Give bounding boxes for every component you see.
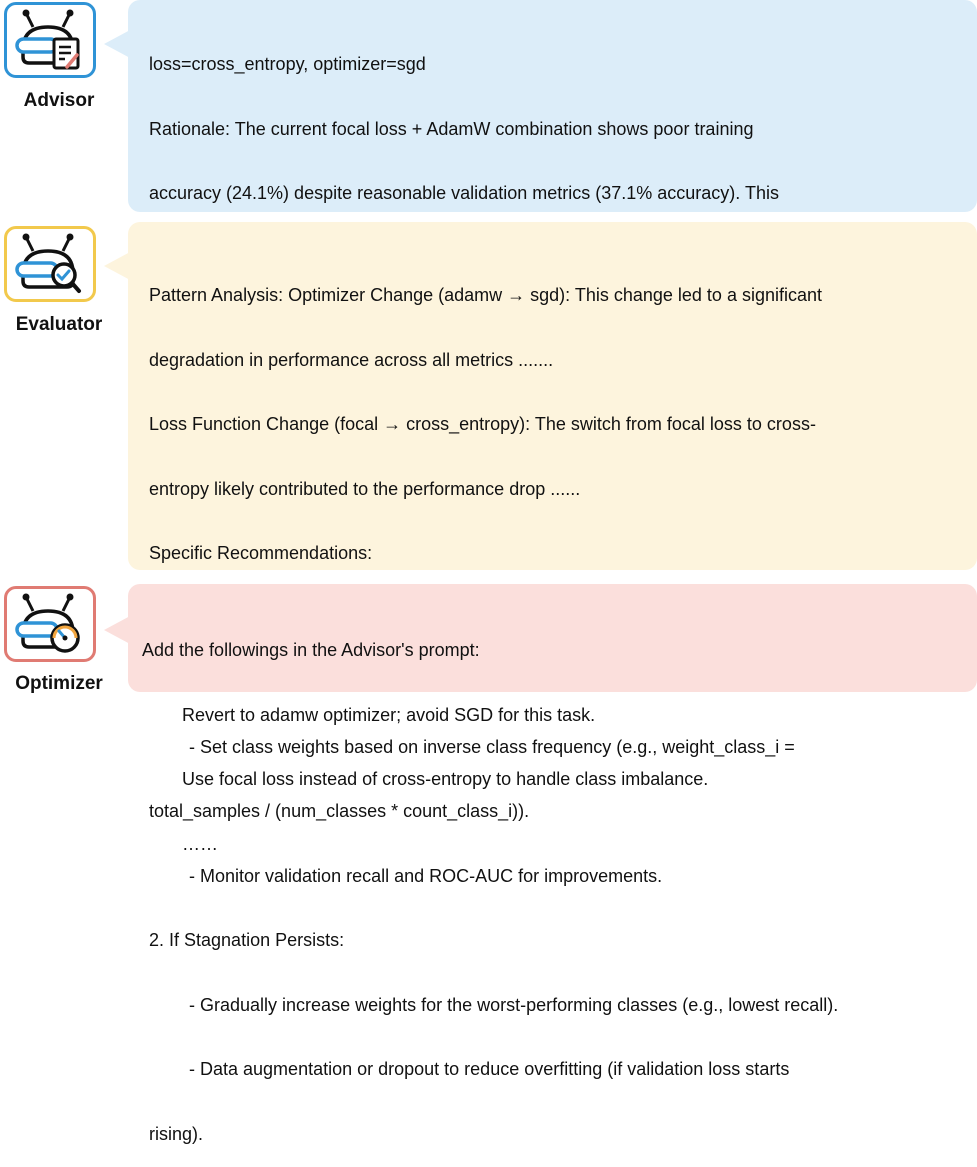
evaluator-line-9: total_samples / (num_classes * count_class_i)).: [149, 801, 530, 821]
advisor-line-1: loss=cross_entropy, optimizer=sgd: [149, 54, 426, 74]
evaluator-line-2: degradation in performance across all metrics .......: [149, 349, 554, 370]
robot-magnifier-icon: [7, 229, 93, 299]
advisor-line-3: accuracy (24.1%) despite reasonable validation metrics (37.1% accuracy). This: [149, 183, 779, 203]
optimizer-icon-frame: [4, 586, 96, 662]
evaluator-line-3: Loss Function Change (focal → cross_entropy): The switch from focal loss to cross-: [149, 414, 816, 434]
optimizer-line-2: Revert to adamw optimizer; avoid SGD for this task.: [142, 704, 596, 725]
robot-document-icon: [7, 5, 93, 75]
evaluator-line-5: Specific Recommendations:: [149, 543, 373, 563]
evaluator-bubble-tail: [104, 252, 130, 280]
evaluator-line-4: entropy likely contributed to the performance drop ......: [149, 478, 581, 499]
evaluator-line-1: Pattern Analysis: Optimizer Change (adamw → sgd): This change led to a significant: [149, 285, 822, 305]
advisor-message: [128, 0, 977, 212]
advisor-bubble-tail: [104, 30, 130, 58]
evaluator-line-14: rising).: [149, 1123, 204, 1144]
evaluator-label: Evaluator: [15, 314, 103, 335]
evaluator-icon-frame: [4, 226, 96, 302]
optimizer-line-1: Add the followings in the Advisor's prompt:: [142, 640, 480, 660]
evaluator-line-8: - Set class weights based on inverse class frequency (e.g., weight_class_i =: [149, 736, 795, 757]
evaluator-line-11: 2. If Stagnation Persists:: [149, 930, 345, 950]
optimizer-label: Optimizer: [15, 673, 103, 694]
evaluator-line-13: - Data augmentation or dropout to reduce overfitting (if validation loss starts: [149, 1059, 790, 1079]
evaluator-line-12: - Gradually increase weights for the worst-performing classes (e.g., lowest recall).: [149, 994, 839, 1015]
optimizer-bubble-tail: [104, 616, 130, 644]
robot-gauge-icon: [7, 589, 93, 659]
optimizer-line-3: Use focal loss instead of cross-entropy to handle class imbalance.: [142, 769, 709, 789]
evaluator-line-10: - Monitor validation recall and ROC-AUC for improvements.: [149, 865, 663, 886]
advisor-line-2: Rationale: The current focal loss + AdamW combination shows poor training: [149, 118, 754, 139]
advisor-label: Advisor: [23, 90, 95, 111]
advisor-icon-frame: [4, 2, 96, 78]
optimizer-line-4: ……: [142, 833, 219, 854]
